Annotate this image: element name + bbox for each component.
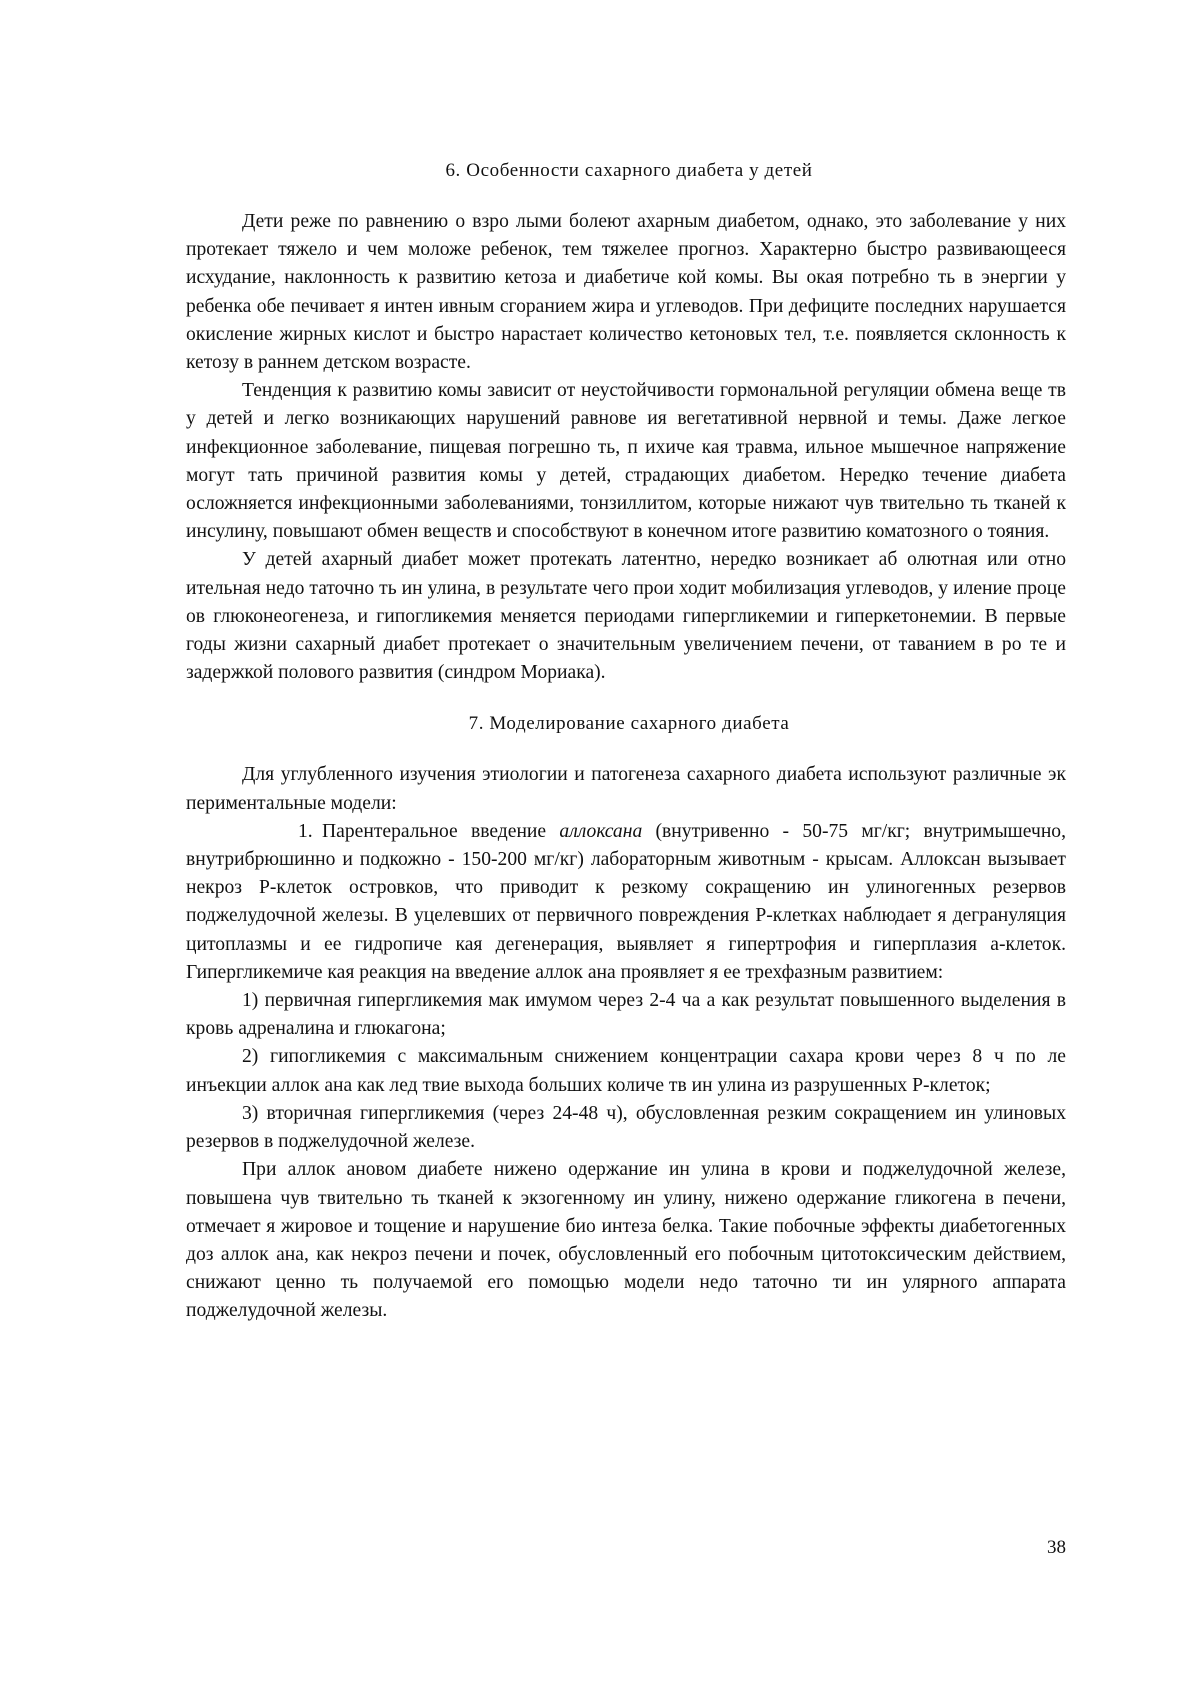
item-emphasis: аллоксана	[559, 820, 643, 842]
phase-1: 1) первичная гипергликемия мак имумом через 2-4 ча а как результат повышенного выделения в кровь адреналина и глюкагона;	[186, 990, 1066, 1040]
page-number: 38	[1047, 1537, 1066, 1558]
section-7-closing: При аллок ановом диабете нижено одержание ин улина в крови и поджелудочной железе, повышена чув твительно ть тканей к экзогенному ин улину, нижено одержание гликогена в печени, отмечает я жировое и тощение и нарушение био интеза белка. Такие побочные эффекты диабетогенных доз аллок ана, как некроз печени и почек, обусловленный его побочным цитотоксическим действием, снижают ценно ть получаемой его помощью модели недо таточно ти ин улярного аппарата поджелудочной железы.	[186, 1159, 1066, 1322]
item-text-rest: (внутривенно - 50-75 мг/кг; внутримышечно, внутрибрюшинно и подкожно - 150-200 мг/кг) лабораторным животным - крысам. Аллоксан вызывает некроз Р-клеток островков, что приводит к резкому сокращению ин улиногенных резервов поджелудочной железы. В уцелевших от первичного повреждения Р-клетках наблюдает я дегрануляция цитоплазмы и ее гидропиче кая дегенерация, выявляет я гипертрофия и гиперплазия а-клеток. Гипергликемиче кая реакция на введение аллок ана проявляет я ее трехфазным развитием:	[186, 820, 1067, 983]
section-6-paragraph-3: У детей ахарный диабет может протекать латентно, нередко возникает аб олютная или отно ительная недо таточно ть ин улина, в результате чего прои ходит мобилизация углеводов, у иление проце ов глюконеогенеза, и гипогликемия меняется периодами гипергликемии и гиперкетонемии. В первые годы жизни сахарный диабет протекает о значительным увеличением печени, от таванием в ро те и задержкой полового развития (синдром Мориака).	[186, 549, 1066, 684]
phase-3: 3) вторичная гипергликемия (через 24-48 ч), обусловленная резким сокращением ин улиновых резервов в поджелудочной железе.	[186, 1102, 1066, 1153]
item-text-start: Парентеральное введение	[322, 820, 560, 842]
section-7-title: 7. Моделирование сахарного диабета	[468, 713, 790, 735]
section-6-title: 6. Особенности сахарного диабета у детей	[445, 160, 813, 181]
phase-2: 2) гипогликемия с максимальным снижением концентрации сахара крови через 8 ч по ле инъекции аллок ана как лед твие выхода больших количе тв ин улина из разрушенных Р-клеток;	[186, 1046, 1066, 1096]
section-6-paragraph-2: Тенденция к развитию комы зависит от неустойчивости гормональной регуляции обмена веще тв у детей и легко возникающих нарушений равнове ия вегетативной нервной и темы. Даже легкое инфекционное заболевание, пищевая погрешно ть, п ихиче кая травма, ильное мышечное напряжение могут тать причиной развития комы у детей, страдающих диабетом. Нередко течение диабета осложняется инфекционными заболеваниями, тонзиллитом, которые нижают чув твительно ть тканей к инсулину, повышают обмен веществ и способствуют в конечном итоге развитию коматозного о тояния.	[186, 380, 1066, 543]
item-number: 1.	[298, 820, 313, 842]
section-6-paragraph-1: Дети реже по равнению о взро лыми болеют ахарным диабетом, однако, это заболевание у них протекает тяжело и чем моложе ребенок, тем тяжелее прогноз. Характерно быстро развивающееся исхудание, наклонность к развитию кетоза и диабетиче кой комы. Вы окая потребно ть в энергии у ребенка обе печивает я интен ивным сгоранием жира и углеводов. При дефиците последних нарушается окисление жирных кислот и быстро нарастает количество кетоновых тел, т.е. появляется склонность к кетозу в раннем детском возрасте.	[186, 211, 1066, 374]
document-page	[186, 160, 1066, 1326]
section-7-item-1	[186, 818, 1066, 987]
section-7-intro: Для углубленного изучения этиологии и патогенеза сахарного диабета используют различные эк периментальные модели:	[186, 764, 1066, 814]
